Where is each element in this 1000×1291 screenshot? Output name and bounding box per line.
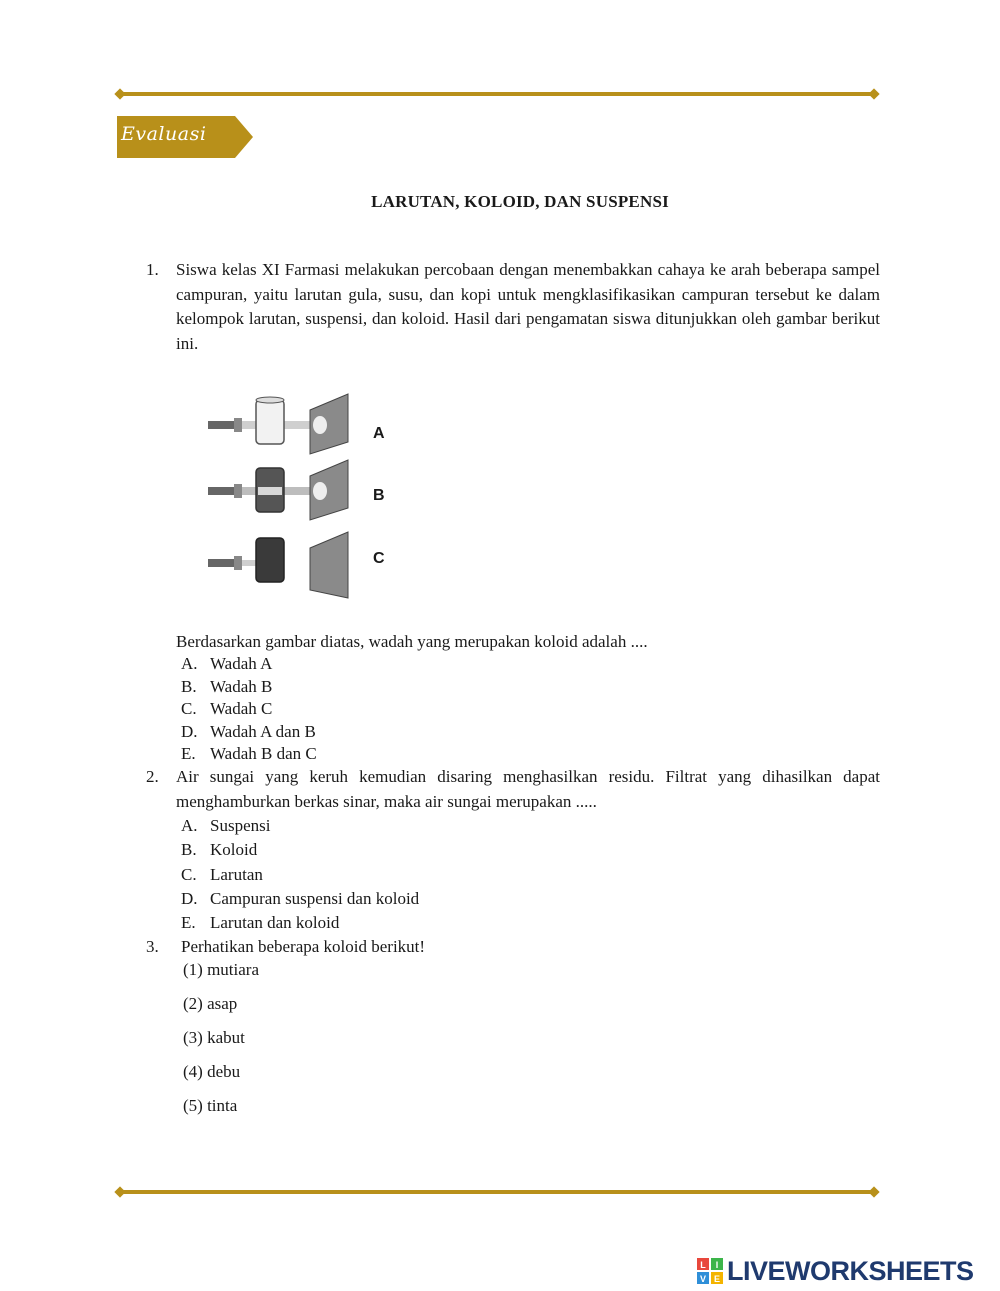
section-badge: [117, 116, 253, 158]
brand-name: LIVEWORKSHEETS: [727, 1255, 974, 1286]
question-2-number: 2.: [146, 767, 159, 786]
logo-letter-i: I: [715, 1260, 719, 1270]
option[interactable]: E. Wadah B dan C: [181, 744, 317, 764]
question-2-text: Air sungai yang keruh kemudian disaring menghasilkan residu. Filtrat yang dihasilkan dapat menghamburkan berkas sinar, maka air sungai merupakan .....: [176, 767, 880, 811]
setup-b: [208, 460, 348, 520]
logo-letter-v: V: [699, 1274, 707, 1284]
figure-label-c: C: [373, 550, 385, 567]
option[interactable]: C. Larutan: [181, 864, 263, 884]
option[interactable]: B. Koloid: [181, 840, 258, 860]
question-3-number: 3.: [146, 937, 159, 956]
figure-label-b: B: [373, 487, 385, 504]
option[interactable]: E. Larutan dan koloid: [181, 913, 340, 933]
logo-letter-l: L: [700, 1260, 706, 1270]
option[interactable]: D. Campuran suspensi dan koloid: [181, 888, 420, 908]
bottom-divider: [116, 1187, 878, 1197]
question-1-prompt: Berdasarkan gambar diatas, wadah yang merupakan koloid adalah ....: [176, 632, 648, 651]
logo-letter-e: E: [713, 1274, 721, 1284]
question-3-text: Perhatikan beberapa koloid berikut!: [181, 937, 426, 956]
option[interactable]: B. Wadah B: [181, 676, 273, 696]
list-item: (3) kabut: [183, 1028, 245, 1047]
option[interactable]: C. Wadah C: [181, 699, 273, 719]
option[interactable]: A. Wadah A: [181, 654, 273, 673]
top-divider: [116, 89, 878, 99]
figure-label-a: A: [373, 425, 385, 442]
question-2-options: [181, 814, 419, 935]
liveworksheets-logo[interactable]: [697, 1256, 974, 1286]
option[interactable]: A. Suspensi: [181, 816, 271, 835]
list-item: (1) mutiara: [183, 960, 259, 979]
question-1-number: 1.: [146, 260, 159, 279]
list-item: (2) asap: [183, 994, 238, 1013]
experiment-illustration: [198, 384, 398, 606]
option[interactable]: D. Wadah A dan B: [181, 721, 316, 741]
setup-a: [208, 394, 348, 454]
logo-blocks-icon: [697, 1258, 723, 1284]
question-3-items: [183, 958, 259, 1128]
badge-label: Evaluasi: [121, 123, 207, 145]
list-item: (5) tinta: [183, 1096, 238, 1115]
page-title: LARUTAN, KOLOID, DAN SUSPENSI: [371, 192, 669, 211]
list-item: (4) debu: [183, 1062, 241, 1081]
light-beam-figure: [198, 384, 398, 606]
question-1-options: [181, 653, 317, 766]
question-1-text: Siswa kelas XI Farmasi melakukan percobaan dengan menembakkan cahaya ke arah beberapa sampel campuran, yaitu larutan gula, susu, dan kopi untuk mengklasifikasikan campuran tersebut ke dalam kelompok larutan, suspensi, dan koloid. Hasil dari pengamatan siswa ditunjukkan oleh gambar berikut ini.: [176, 260, 880, 353]
setup-c: [208, 532, 348, 598]
